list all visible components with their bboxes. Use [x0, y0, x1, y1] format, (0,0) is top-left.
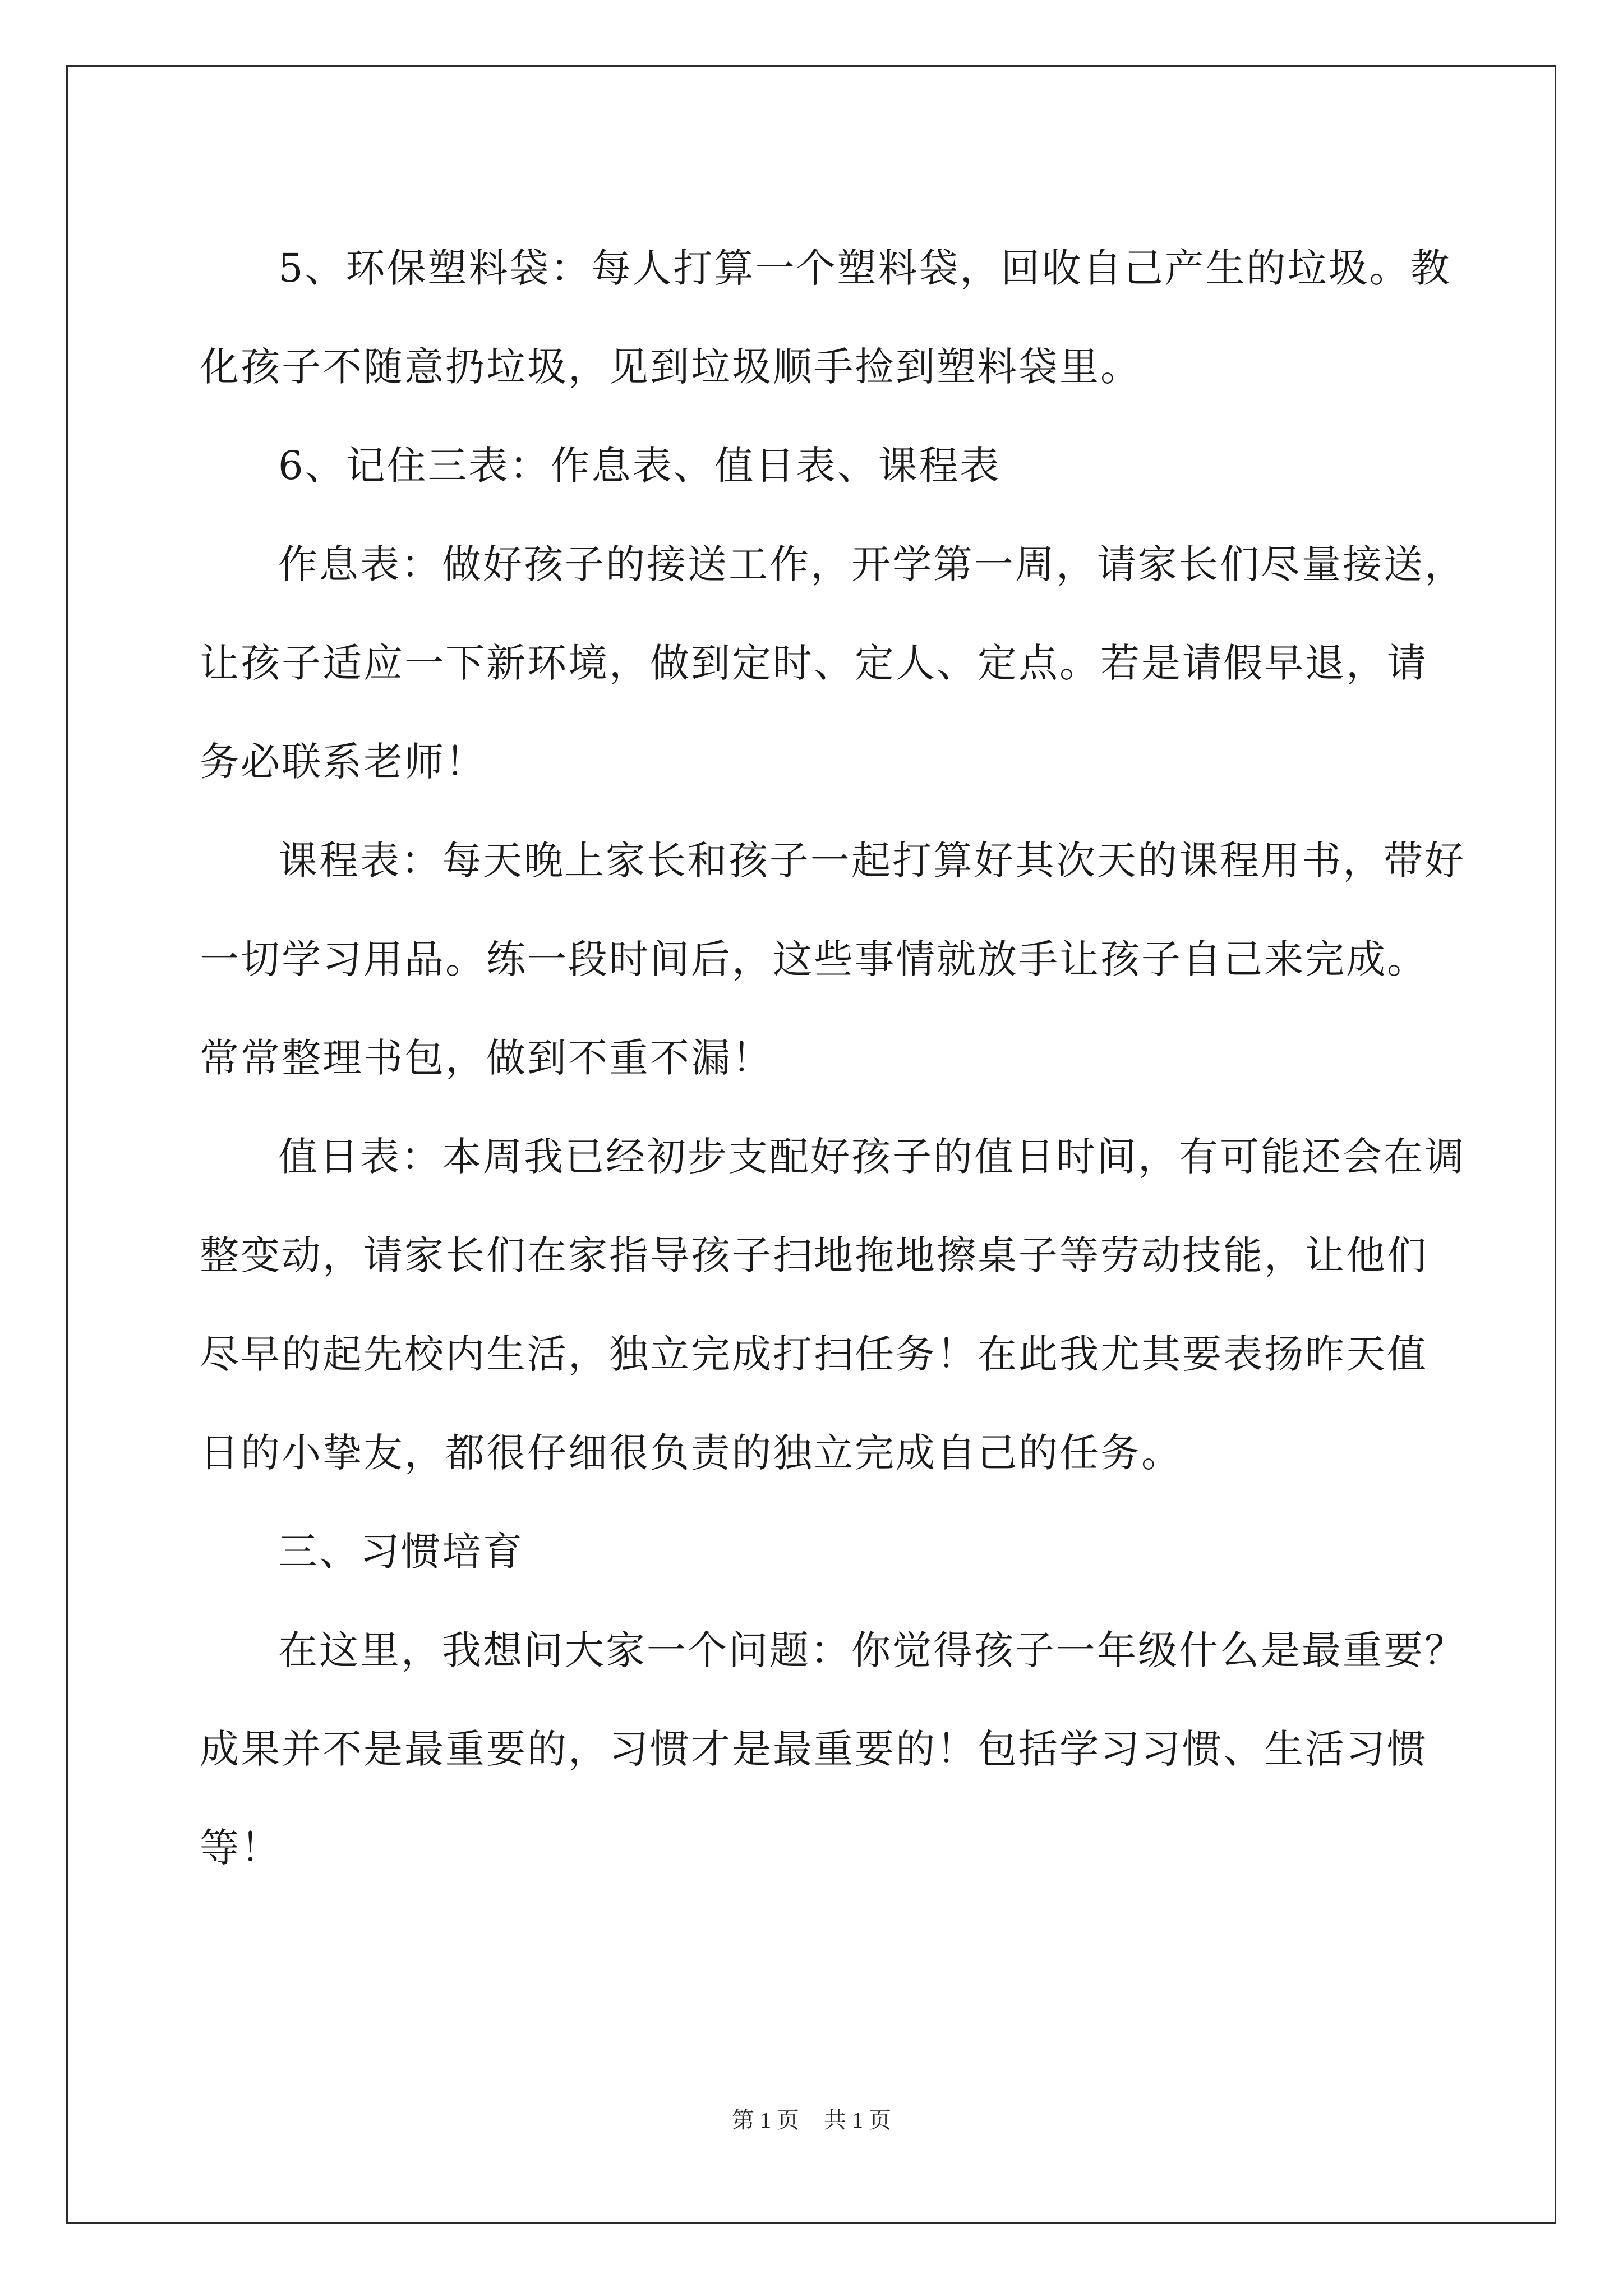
paragraph-daily-schedule: 作息表：做好孩子的接送工作，开学第一周，请家长们尽量接送，让孩子适应一下新环境，做到定时、定人、定点。若是请假早退，请务必联系老师！ — [200, 541, 1465, 785]
section-heading-habits: 三、习惯培育 — [278, 1529, 524, 1575]
page-number: 第 1 页 — [732, 2108, 799, 2133]
paragraph-habits: 在这里，我想问大家一个问题：你觉得孩子一年级什么是最重要？成果并不是最重要的，习惯才是最重要的！包括学习习惯、生活习惯等！ — [200, 1627, 1465, 1871]
paragraph-class-schedule: 课程表：每天晚上家长和孩子一起打算好其次天的课程用书，带好一切学习用品。练一段时间后，这些事情就放手让孩子自己来完成。常常整理书包，做到不重不漏！ — [200, 838, 1465, 1081]
paragraph-three-schedules: 6、记住三表：作息表、值日表、课程表 — [278, 443, 1001, 489]
document-body — [200, 219, 1467, 1897]
page-footer — [0, 2106, 1623, 2134]
paragraph-duty-schedule: 值日表：本周我已经初步支配好孩子的值日时间，有可能还会在调整变动，请家长们在家指导孩子扫地拖地擦桌子等劳动技能，让他们尽早的起先校内生活，独立完成打扫任务！在此我尤其要表扬昨天值日的小挚友，都很仔细很负责的独立完成自己的任务。 — [200, 1134, 1465, 1476]
page-total: 共 1 页 — [824, 2108, 891, 2133]
paragraph-plastic-bag: 5、环保塑料袋：每人打算一个塑料袋，回收自己产生的垃圾。教化孩子不随意扔垃圾，见到垃圾顺手捡到塑料袋里。 — [200, 245, 1451, 390]
